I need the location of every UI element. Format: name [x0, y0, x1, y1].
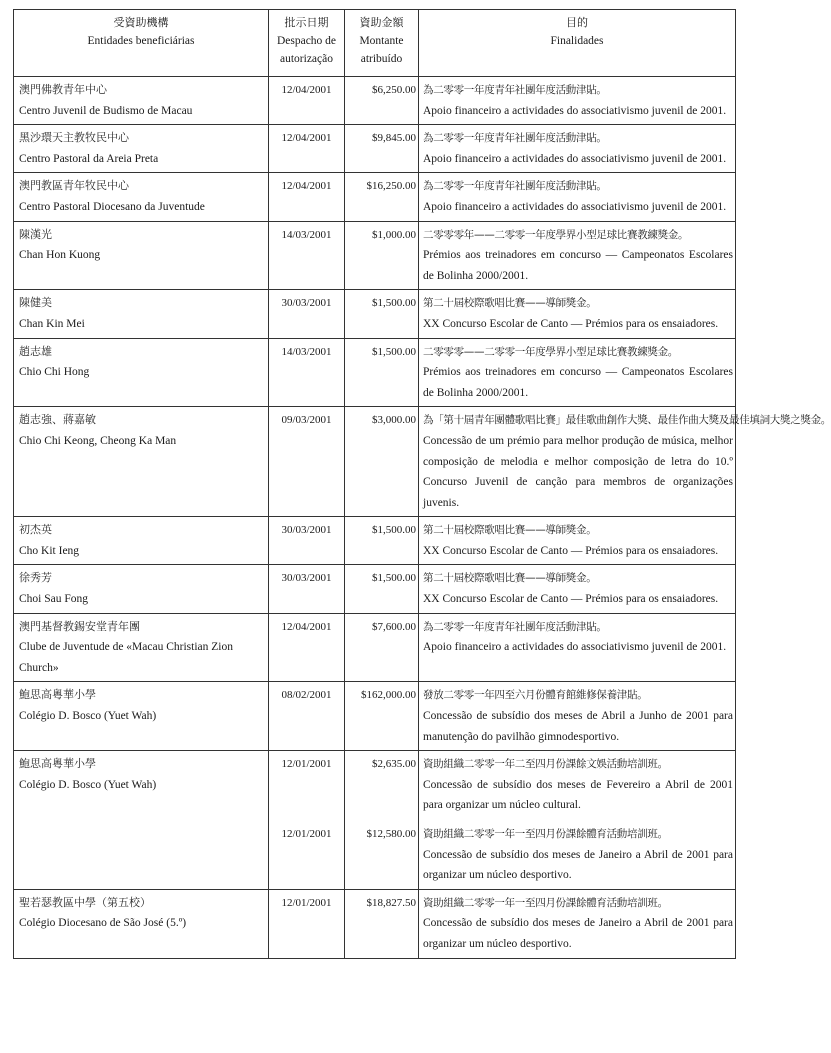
date-value: 12/04/2001 [281, 180, 332, 193]
amount-value: $1,500.00 [372, 524, 416, 537]
purpose-pt: Concessão de subsídio dos meses de Fevereiro a Abril de 2001 para organizar um núcleo cultural. [423, 778, 733, 812]
purpose-cell [419, 338, 736, 407]
amount-value: $162,000.00 [361, 689, 416, 702]
date-cell [269, 407, 345, 517]
grants-table [13, 9, 831, 959]
purpose-cell [419, 221, 736, 290]
purpose-pt: XX Concurso Escolar de Canto — Prémios para os ensaiadores. [423, 544, 719, 557]
amount-cell [345, 682, 419, 751]
date-cell [269, 517, 345, 565]
purpose-block [423, 293, 733, 334]
purpose-pt: Apoio financeiro a actividades do associativismo juvenil de 2001. [423, 152, 727, 165]
header-purpose-pt: Finalidades [550, 35, 604, 47]
purpose-cell [419, 173, 736, 221]
date-cell [269, 173, 345, 221]
amount-value: $12,580.00 [366, 828, 416, 841]
amount-value: $6,250.00 [372, 84, 416, 96]
purpose-block [423, 128, 733, 169]
header-purpose [419, 10, 736, 77]
amount-value: $1,500.00 [372, 297, 416, 310]
purpose-zh: 資助組織二零零一年一至四月份課餘體育活動培訓班。 [423, 828, 668, 840]
amount-cell [345, 290, 419, 338]
date-cell [269, 77, 345, 125]
table-row [14, 173, 736, 221]
purpose-zh: 為二零零一年度青年社團年度活動津貼。 [423, 84, 607, 96]
header-amount-zh: 資助金額 [359, 16, 404, 29]
entity-name-pt: Centro Pastoral Diocesano da Juventude [19, 200, 205, 213]
entity-name-pt: Chio Chi Keong, Cheong Ka Man [19, 434, 177, 447]
date-value: 12/01/2001 [281, 758, 332, 771]
amount-value: $1,500.00 [372, 572, 416, 585]
date-cell [269, 613, 345, 682]
purpose-block [423, 80, 733, 121]
amount-cell [345, 125, 419, 173]
entity-name-pt: Centro Pastoral da Areia Preta [19, 152, 159, 165]
purpose-cell [419, 407, 831, 517]
header-date-pt-1: Despacho de [276, 35, 337, 47]
date-value: 12/04/2001 [281, 84, 332, 96]
entity-cell [14, 77, 269, 125]
date-cell [269, 889, 345, 958]
entity-name-zh: 鮑思高粵華小學 [19, 688, 96, 702]
entity-name-zh: 黑沙環天主教牧民中心 [19, 131, 129, 145]
header-date-pt-2: autorização [280, 53, 333, 65]
amount-cell [345, 613, 419, 682]
amount-value: $16,250.00 [366, 180, 416, 193]
purpose-block [423, 893, 733, 955]
purpose-block [423, 520, 733, 561]
entity-name-zh: 陳健美 [19, 296, 52, 310]
purpose-pt: Apoio financeiro a actividades do associativismo juvenil de 2001. [423, 641, 727, 654]
table-row [14, 889, 736, 958]
purpose-pt: Concessão de subsídio dos meses de Abril a Junho de 2001 para manutenção do pavilhão gimnodesportivo. [423, 710, 733, 743]
entity-cell [14, 125, 269, 173]
table-body [14, 77, 831, 959]
purpose-cell [419, 613, 736, 682]
table-row [14, 77, 736, 125]
entity-name-pt: Chan Kin Mei [19, 317, 85, 330]
purpose-block [423, 342, 733, 404]
date-value: 12/04/2001 [281, 132, 332, 145]
header-entity-pt: Entidades beneficiárias [87, 35, 195, 47]
date-cell [269, 125, 345, 173]
header-date-zh: 批示日期 [284, 16, 329, 29]
table-row [14, 613, 736, 682]
header-entity-zh: 受資助機構 [113, 16, 169, 29]
table-row [14, 517, 736, 565]
header-date [269, 10, 345, 77]
amount-value: $18,827.50 [366, 896, 416, 909]
date-cell [269, 338, 345, 407]
purpose-cell [419, 290, 736, 338]
date-value: 08/02/2001 [281, 689, 332, 702]
table-row [14, 682, 736, 751]
purpose-block [423, 568, 733, 609]
amount-cell [345, 407, 419, 517]
purpose-block [423, 824, 733, 886]
purpose-pt: Apoio financeiro a actividades do associativismo juvenil de 2001. [423, 104, 727, 117]
purpose-zh: 二零零零——二零零一年度學界小型足球比賽教練獎金。 [423, 345, 678, 358]
date-value: 30/03/2001 [281, 297, 332, 310]
header-purpose-zh: 目的 [566, 16, 588, 29]
entity-name-pt: Colégio D. Bosco (Yuet Wah) [19, 710, 157, 723]
entity-cell [14, 173, 269, 221]
entity-cell [14, 613, 269, 682]
purpose-zh: 第二十屆校際歌唱比賽——導師獎金。 [423, 297, 597, 310]
entity-cell [14, 517, 269, 565]
purpose-zh: 資助組織二零零一年二至四月份課餘文娛活動培訓班。 [423, 758, 668, 771]
amount-cell [345, 565, 419, 613]
purpose-zh: 第二十屆校際歌唱比賽——導師獎金。 [423, 572, 597, 585]
purpose-cell [419, 565, 736, 613]
entity-cell [14, 290, 269, 338]
purpose-cell [419, 889, 736, 958]
purpose-zh: 第二十屆校際歌唱比賽——導師獎金。 [423, 524, 597, 537]
entity-name-pt: Chan Hon Kuong [19, 249, 101, 262]
entity-name-zh: 澳門基督教錫安堂青年團 [19, 619, 140, 633]
entity-name-zh: 聖若瑟教區中學（第五校） [19, 895, 151, 909]
entity-cell [14, 407, 269, 517]
amount-cell [345, 889, 419, 958]
entity-name-pt: Chio Chi Hong [19, 366, 90, 379]
purpose-zh: 發放二零零一年四至六月份體育館維修保養津貼。 [423, 689, 648, 702]
date-value: 30/03/2001 [281, 524, 332, 537]
entity-cell [14, 338, 269, 407]
entity-cell [14, 565, 269, 613]
table-row [14, 565, 736, 613]
amount-value: $2,635.00 [372, 758, 416, 771]
purpose-cell [419, 682, 736, 751]
date-cell [269, 751, 345, 890]
date-cell [269, 221, 345, 290]
amount-value: $1,500.00 [372, 345, 416, 358]
table-row [14, 338, 736, 407]
purpose-block [423, 617, 733, 658]
date-value: 14/03/2001 [281, 345, 332, 358]
entity-name-zh: 徐秀芳 [19, 571, 52, 585]
purpose-zh: 二零零零年——二零零一年度學界小型足球比賽教練獎金。 [423, 228, 689, 241]
purpose-block [423, 225, 733, 287]
amount-cell [345, 517, 419, 565]
entity-name-pt: Centro Juvenil de Budismo de Macau [19, 104, 193, 117]
header-amount [345, 10, 419, 77]
date-value: 09/03/2001 [281, 414, 332, 427]
purpose-zh: 為二零零一年度青年社團年度活動津貼。 [423, 132, 607, 145]
header-entity [14, 10, 269, 77]
table-row [14, 751, 736, 890]
entity-name-zh: 鮑思高粵華小學 [19, 757, 96, 771]
entity-name-zh: 趙志雄 [19, 344, 52, 358]
date-cell [269, 290, 345, 338]
table-row [14, 407, 736, 517]
amount-cell [345, 77, 419, 125]
purpose-block [423, 410, 831, 513]
purpose-pt: Concessão de subsídio dos meses de Janeiro a Abril de 2001 para organizar um núcleo desportivo. [423, 848, 733, 882]
purpose-pt: Concessão de subsídio dos meses de Janeiro a Abril de 2001 para organizar um núcleo desportivo. [423, 917, 733, 950]
table-row [14, 125, 736, 173]
header-amount-pt-1: Montante [359, 35, 404, 47]
entity-name-zh: 澳門教區青年牧民中心 [19, 179, 129, 193]
amount-value: $3,000.00 [372, 414, 416, 427]
purpose-pt: Concessão de um prémio para melhor produção de música, melhor composição de melodia e melhor composição de letra do 10.º Concurso Juvenil de canção para membros de organizações juvenis. [423, 434, 733, 509]
table-header-row [14, 10, 736, 77]
purpose-pt: XX Concurso Escolar de Canto — Prémios para os ensaiadores. [423, 593, 719, 606]
entity-cell [14, 682, 269, 751]
entity-name-pt: Choi Sau Fong [19, 593, 89, 606]
purpose-zh: 為二零零一年度青年社團年度活動津貼。 [423, 180, 607, 193]
date-value: 12/01/2001 [281, 828, 332, 841]
amount-cell [345, 173, 419, 221]
purpose-cell [419, 77, 736, 125]
date-value: 14/03/2001 [281, 228, 332, 241]
entity-cell [14, 221, 269, 290]
entity-name-pt: Colégio D. Bosco (Yuet Wah) [19, 778, 157, 791]
amount-value: $9,845.00 [372, 132, 416, 145]
entity-name-zh: 陳漢光 [19, 227, 52, 241]
purpose-block [423, 754, 733, 816]
purpose-pt: Prémios aos treinadores em concurso — Campeonatos Escolares de Bolinha 2000/2001. [423, 249, 733, 282]
date-value: 30/03/2001 [281, 572, 332, 585]
entity-name-zh: 澳門佛教青年中心 [19, 83, 107, 96]
entity-name-pt: Cho Kit Ieng [19, 544, 80, 557]
purpose-pt: Prémios aos treinadores em concurso — Campeonatos Escolares de Bolinha 2000/2001. [423, 366, 733, 399]
entity-name-zh: 初杰英 [19, 523, 52, 537]
amount-cell [345, 751, 419, 890]
date-cell [269, 682, 345, 751]
purpose-pt: XX Concurso Escolar de Canto — Prémios para os ensaiadores. [423, 317, 719, 330]
purpose-zh: 為「第十屆青年團體歌唱比賽」最佳歌曲創作大獎、最佳作曲大獎及最佳填詞大獎之獎金。 [423, 414, 831, 427]
entity-name-zh: 趙志強、蔣嘉敏 [19, 413, 96, 427]
entity-cell [14, 889, 269, 958]
purpose-cell [419, 751, 736, 890]
table-row [14, 290, 736, 338]
header-amount-pt-2: atribuído [360, 53, 403, 65]
purpose-block [423, 176, 733, 217]
table-row [14, 221, 736, 290]
purpose-block [423, 685, 733, 747]
purpose-cell [419, 125, 736, 173]
date-value: 12/04/2001 [281, 620, 332, 633]
date-value: 12/01/2001 [281, 896, 332, 909]
entity-cell [14, 751, 269, 890]
amount-value: $1,000.00 [372, 228, 416, 241]
date-cell [269, 565, 345, 613]
amount-cell [345, 221, 419, 290]
purpose-cell [419, 517, 736, 565]
entity-name-pt: Clube de Juventude de «Macau Christian Zion Church» [19, 641, 233, 674]
amount-value: $7,600.00 [372, 620, 416, 633]
purpose-pt: Apoio financeiro a actividades do associativismo juvenil de 2001. [423, 200, 727, 213]
entity-name-pt: Colégio Diocesano de São José (5.º) [19, 917, 187, 930]
amount-cell [345, 338, 419, 407]
purpose-zh: 資助組織二零零一年一至四月份課餘體育活動培訓班。 [423, 896, 668, 909]
purpose-zh: 為二零零一年度青年社團年度活動津貼。 [423, 620, 607, 633]
